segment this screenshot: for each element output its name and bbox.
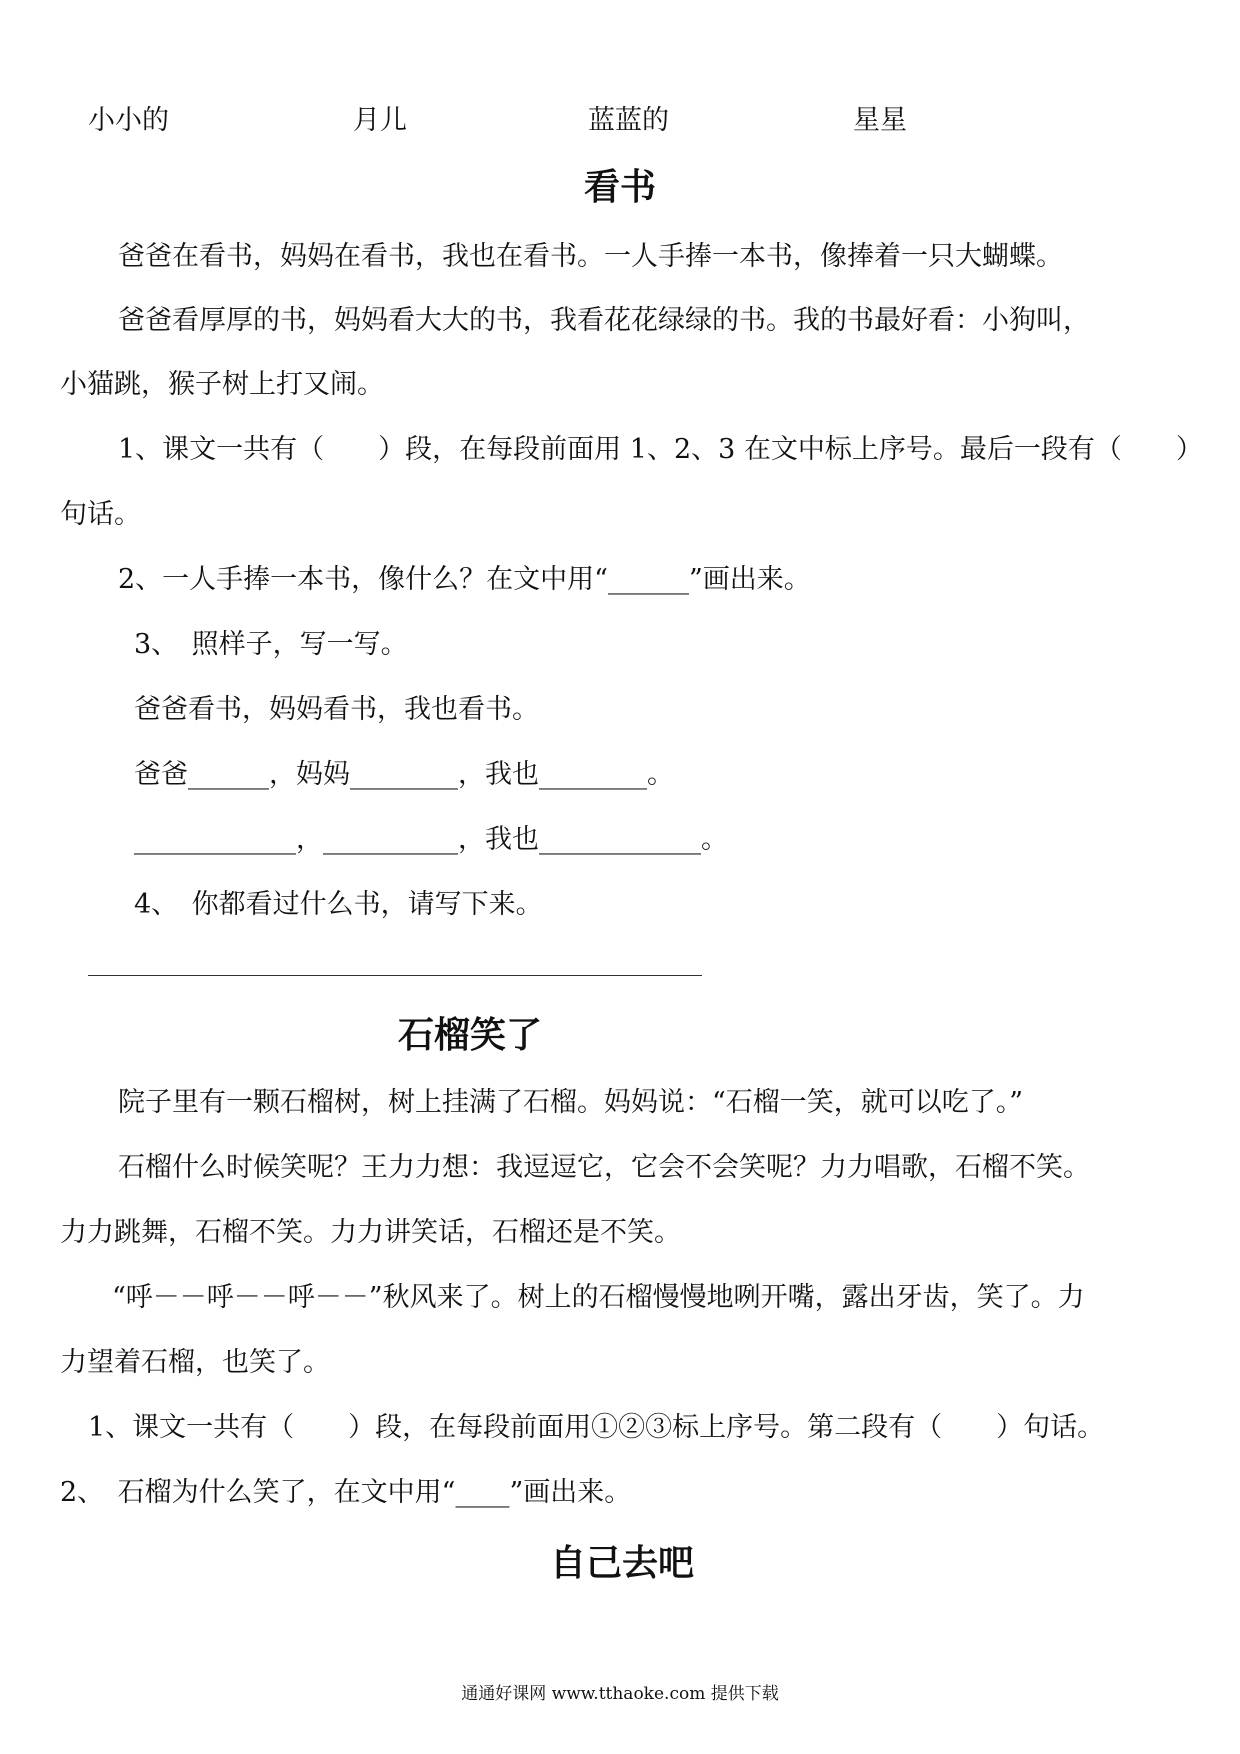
section2-paragraph-1: 院子里有一颗石榴树，树上挂满了石榴。妈妈说：“石榴一笑，就可以吃了。” xyxy=(118,1087,1024,1118)
top-word-4: 星星 xyxy=(853,105,907,136)
top-word-3: 蓝蓝的 xyxy=(588,105,669,136)
section1-question-2: 2、一人手捧一本书，像什么？在文中用“______”画出来。 xyxy=(118,564,811,595)
section1-paragraph-2-line-1: 爸爸看厚厚的书，妈妈看大大的书，我看花花绿绿的书。我的书最好看：小狗叫， xyxy=(118,305,1090,336)
section2-question-1: 1、课文一共有（ ）段，在每段前面用①②③标上序号。第二段有（ ）句话。 xyxy=(88,1412,1105,1443)
top-word-1: 小小的 xyxy=(88,105,169,136)
section1-question-1-line-1: 1、课文一共有（ ）段，在每段前面用 1、2、3 在文中标上序号。最后一段有（ ） xyxy=(118,434,1203,465)
section2-paragraph-3-line-2: 力望着石榴，也笑了。 xyxy=(60,1347,330,1378)
top-word-2: 月儿 xyxy=(353,105,407,136)
section1-example-sentence: 爸爸看书，妈妈看书，我也看书。 xyxy=(134,694,539,725)
section1-question-4: 4、 你都看过什么书，请写下来。 xyxy=(134,889,543,920)
section1-fill-line-1: 爸爸______，妈妈________，我也________。 xyxy=(134,759,674,790)
footer-credit: 通通好课网 www.tthaoke.com 提供下载 xyxy=(461,1684,779,1704)
section1-title: 看书 xyxy=(583,167,656,208)
section2-paragraph-2-line-2: 力力跳舞，石榴不笑。力力讲笑话，石榴还是不笑。 xyxy=(60,1217,681,1248)
section1-question-1-line-2: 句话。 xyxy=(60,499,141,530)
section1-question-3: 3、 照样子，写一写。 xyxy=(134,629,408,660)
section2-title: 石榴笑了 xyxy=(398,1015,543,1056)
answer-line xyxy=(88,975,702,976)
section1-fill-line-2: ____________，__________，我也____________。 xyxy=(134,824,728,855)
section1-paragraph-1: 爸爸在看书，妈妈在看书，我也在看书。一人手捧一本书，像捧着一只大蝴蝶。 xyxy=(118,241,1063,272)
section1-paragraph-2-line-2: 小猫跳，猴子树上打又闹。 xyxy=(60,369,384,400)
section2-paragraph-3-line-1: “呼－－呼－－呼－－”秋风来了。树上的石榴慢慢地咧开嘴，露出牙齿，笑了。力 xyxy=(112,1282,1085,1313)
section2-question-2: 2、 石榴为什么笑了，在文中用“____”画出来。 xyxy=(60,1477,632,1508)
section2-paragraph-2-line-1: 石榴什么时候笑呢？王力力想：我逗逗它，它会不会笑呢？力力唱歌，石榴不笑。 xyxy=(118,1152,1090,1183)
section3-title: 自己去吧 xyxy=(550,1543,695,1584)
